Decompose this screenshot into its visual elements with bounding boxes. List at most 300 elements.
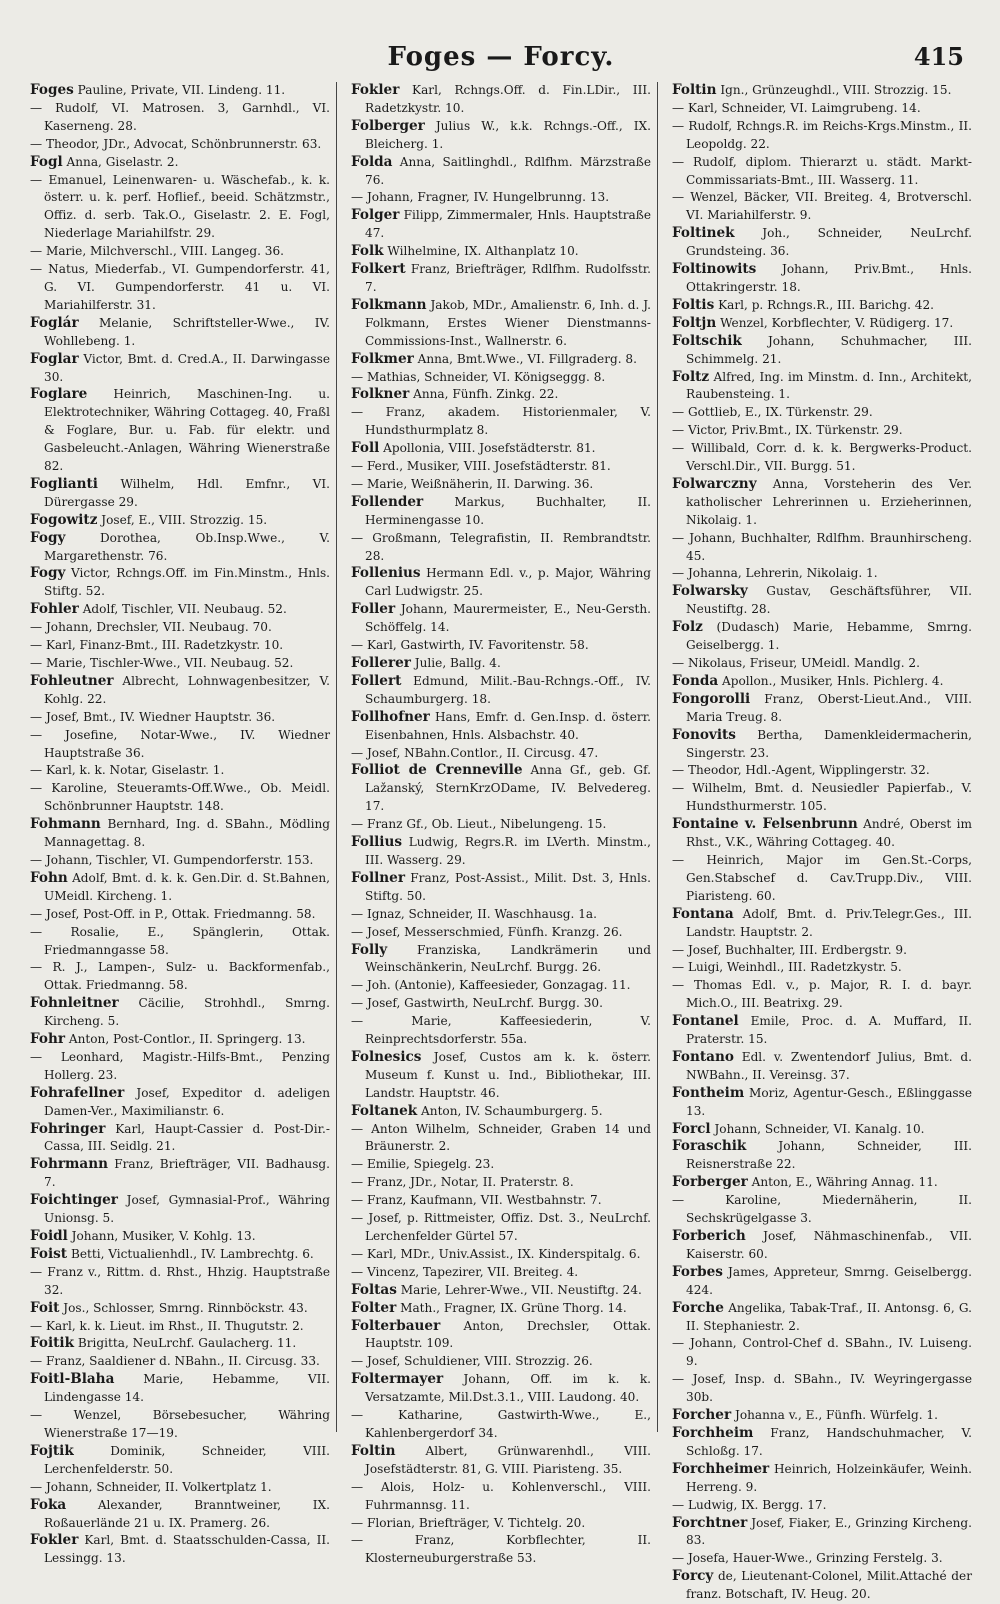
entry-details: Wenzel, Korbflechter, V. Rüdigerg. 17.	[720, 315, 954, 330]
entry-details: Karl, p. Rchngs.R., III. Barichg. 42.	[718, 297, 935, 312]
directory-entry	[351, 906, 651, 924]
page-number: 415	[913, 42, 964, 71]
entry-details: Victor, Bmt. d. Cred.A., II. Darwingasse 30.	[44, 351, 330, 384]
directory-entry	[351, 1210, 651, 1246]
entry-details: — Franz, Saaldiener d. NBahn., II. Circusg. 33.	[30, 1354, 320, 1369]
entry-details: Edmund, Milit.-Bau-Rchngs.-Off., IV. Schaumburgerg. 18.	[365, 673, 651, 706]
entry-details: — Josef, Insp. d. SBahn., IV. Weyringergasse 30b.	[672, 1372, 972, 1405]
directory-entry	[672, 261, 972, 297]
directory-entry	[30, 601, 330, 619]
directory-entry	[30, 565, 330, 601]
entry-details: — Gottlieb, E., IX. Türkenstr. 29.	[672, 405, 873, 420]
directory-entry	[351, 243, 651, 261]
entry-surname: Foka	[30, 1496, 67, 1513]
entry-surname: Folly	[351, 941, 388, 958]
entry-details: — Marie, Tischler-Wwe., VII. Neubaug. 52.	[30, 656, 294, 670]
entry-surname: Foltanek	[351, 1102, 418, 1119]
entry-surname: Folwarsky	[672, 583, 748, 600]
directory-entry	[351, 977, 651, 995]
entry-surname: Foltin	[672, 82, 717, 98]
directory-entry	[672, 476, 972, 530]
directory-entry	[30, 261, 330, 315]
directory-entry	[30, 1156, 330, 1192]
directory-entry	[672, 1121, 972, 1139]
directory-entry	[30, 1192, 330, 1228]
entry-details: — Emilie, Spiegelg. 23.	[351, 1157, 495, 1172]
entry-surname: Fontheim	[672, 1084, 745, 1101]
directory-entry	[672, 422, 972, 440]
entry-details: — Josef, Gastwirth, NeuLrchf. Burgg. 30.	[351, 996, 603, 1011]
entry-details: Marie, Lehrer-Wwe., VII. Neustiftg. 24.	[400, 1282, 642, 1297]
directory-entry	[351, 995, 651, 1013]
entry-details: Johann, Off. im k. k. Versatzamte, Mil.Dst.3.1., VIII. Laudong. 40.	[365, 1372, 651, 1405]
entry-surname: Fongorolli	[672, 690, 751, 707]
entry-details: Cäcilie, Strohhdl., Smrng. Kircheng. 5.	[44, 996, 330, 1029]
entry-surname: Fontaine v. Felsenbrunn	[672, 816, 858, 833]
entry-surname: Follender	[351, 493, 424, 510]
directory-entry	[351, 673, 651, 709]
entry-surname: Folda	[351, 153, 393, 170]
directory-entry	[672, 1515, 972, 1551]
directory-entry	[672, 565, 972, 583]
entry-details: — Josef, Buchhalter, III. Erdbergstr. 9.	[672, 942, 907, 957]
directory-entry	[672, 1228, 972, 1264]
directory-entry	[30, 386, 330, 476]
directory-entry	[30, 1318, 330, 1336]
entry-details: — Luigi, Weinhdl., III. Radetzkystr. 5.	[672, 960, 902, 975]
entry-details: Anna, Fünfh. Zinkg. 22.	[413, 387, 559, 402]
entry-details: — Franz, Korbflechter, II. Klosterneuburgerstraße 53.	[351, 1533, 651, 1566]
entry-details: Edl. v. Zwentendorf Julius, Bmt. d. NWBahn., II. Vereinsg. 37.	[686, 1049, 972, 1082]
entry-details: Wilhelm, Hdl. Emfnr., VI. Dürergasse 29.	[44, 476, 330, 509]
entry-surname: Foitik	[30, 1335, 75, 1352]
entry-details: Hans, Emfr. d. Gen.Insp. d. österr. Eisenbahnen, Hnls. Alsbachstr. 40.	[365, 709, 651, 742]
entry-surname: Folwarczny	[672, 475, 757, 492]
directory-entry	[30, 476, 330, 512]
directory-entry	[351, 1049, 651, 1103]
entry-surname: Follhofner	[351, 708, 430, 725]
directory-entry	[30, 1532, 330, 1568]
entry-surname: Forchheim	[672, 1424, 754, 1441]
entry-details: — Karl, k. k. Notar, Giselastr. 1.	[30, 763, 225, 778]
directory-entry	[30, 82, 330, 100]
entry-details: Julie, Ballg. 4.	[414, 656, 501, 670]
directory-entry	[351, 655, 651, 673]
directory-entry	[30, 1246, 330, 1264]
entry-details: — Theodor, Hdl.-Agent, Wipplingerstr. 32.	[672, 763, 930, 778]
directory-entry	[30, 136, 330, 154]
entry-details: Anton, IV. Schaumburgerg. 5.	[421, 1103, 603, 1118]
entry-details: — Leonhard, Magistr.-Hilfs-Bmt., Penzing Hollerg. 23.	[30, 1049, 330, 1082]
entry-details: — Rosalie, E., Spänglerin, Ottak. Friedmanngasse 58.	[30, 924, 330, 957]
entry-details: Heinrich, Maschinen-Ing. u. Elektrotechniker, Währing Cottageg. 40, Fraßl & Foglare, Bur. u. Fab. für elektr. und Gasbeleucht.-Anlagen, Währing Wienerstraße 82.	[44, 387, 330, 474]
directory-entry	[351, 601, 651, 637]
entry-surname: Forche	[672, 1299, 724, 1316]
directory-entry	[30, 351, 330, 387]
entry-details: — Franz, akadem. Historienmaler, V. Hundsthurmplatz 8.	[351, 405, 651, 438]
entry-details: — Franz Gf., Ob. Lieut., Nibelungeng. 15.	[351, 817, 607, 832]
entry-surname: Foglare	[30, 386, 88, 403]
entry-details: — Rudolf, VI. Matrosen. 3, Garnhdl., VI. Kaserneng. 28.	[30, 100, 330, 133]
entry-details: Josef, E., VIII. Strozzig. 15.	[101, 512, 268, 527]
entry-surname: Foges	[30, 82, 74, 98]
entry-details: Johann, Schneider, III. Reisnerstraße 22.	[686, 1139, 972, 1172]
directory-entry	[672, 1335, 972, 1371]
directory-entry	[672, 977, 972, 1013]
directory-entry	[672, 816, 972, 852]
entry-details: Anton, Post-Contlor., II. Springerg. 13.	[68, 1032, 306, 1047]
directory-entry	[672, 154, 972, 190]
entry-details: — Josef, NBahn.Contlor., II. Circusg. 47.	[351, 745, 599, 760]
directory-entry	[351, 1103, 651, 1121]
entry-details: — Johann, Fragner, IV. Hungelbrunng. 13.	[351, 190, 610, 205]
entry-details: — Karl, Finanz-Bmt., III. Radetzkystr. 10.	[30, 638, 284, 653]
entry-details: — Johanna, Lehrerin, Nikolaig. 1.	[672, 566, 878, 581]
entry-surname: Folkmann	[351, 296, 427, 313]
directory-entry	[351, 154, 651, 190]
entry-details: Math., Fragner, IX. Grüne Thorg. 14.	[400, 1300, 627, 1315]
entry-details: Apollon., Musiker, Hnls. Pichlerg. 4.	[722, 673, 944, 688]
entry-details: Markus, Buchhalter, II. Herminengasse 10.	[365, 494, 651, 527]
entry-details: Anna, Bmt.Wwe., VI. Fillgraderg. 8.	[417, 351, 637, 366]
directory-entry	[351, 1318, 651, 1354]
directory-entry	[30, 1497, 330, 1533]
entry-details: Franz, Oberst-Lieut.And., VIII. Maria Treug. 8.	[686, 691, 972, 724]
entry-details: Josef, Custos am k. k. österr. Museum f. Kunst u. Ind., Bibliothekar, III. Landstr. Hauptstr. 46.	[365, 1049, 651, 1100]
entry-surname: Forcher	[672, 1407, 732, 1424]
entry-details: Josef, Gymnasial-Prof., Währing Unionsg. 5.	[44, 1193, 330, 1226]
entry-details: — Vincenz, Tapezirer, VII. Breiteg. 4.	[351, 1264, 579, 1279]
entry-details: — Karl, k. k. Lieut. im Rhst., II. Thugutstr. 2.	[30, 1318, 304, 1333]
entry-details: Julius W., k.k. Rchngs.-Off., IX. Bleicherg. 1.	[365, 118, 651, 151]
entry-surname: Foglár	[30, 314, 79, 331]
entry-details: — Wenzel, Börsebesucher, Währing Wienerstraße 17—19.	[30, 1408, 330, 1440]
entry-surname: Fontano	[672, 1048, 734, 1065]
entry-surname: Fogl	[30, 153, 63, 170]
entry-details: Betti, Victualienhdl., IV. Lambrechtg. 6.	[70, 1246, 314, 1261]
entry-details: Albrecht, Lohnwagenbesitzer, V. Kohlg. 22.	[44, 673, 330, 706]
directory-entry	[672, 225, 972, 261]
entry-surname: Fogy	[30, 565, 66, 582]
entry-details: Karl, Bmt. d. Staatsschulden-Cassa, II. Lessingg. 13.	[44, 1533, 330, 1566]
directory-entry	[30, 637, 330, 655]
entry-surname: Folter	[351, 1299, 397, 1316]
entry-details: Anton, E., Währing Annag. 11.	[751, 1175, 938, 1190]
entry-surname: Fohmann	[30, 816, 101, 833]
directory-entry	[672, 583, 972, 619]
entry-details: Heinrich, Holzeinkäufer, Weinh. Herreng. 9.	[686, 1461, 972, 1494]
entry-details: Emile, Proc. d. A. Muffard, II. Praterstr. 15.	[686, 1014, 972, 1047]
directory-entry	[30, 1300, 330, 1318]
directory-entry	[30, 172, 330, 244]
entry-surname: Foit	[30, 1299, 60, 1316]
entry-details: — Theodor, JDr., Advocat, Schönbrunnerstr. 63.	[30, 136, 322, 151]
entry-surname: Fohrafellner	[30, 1084, 125, 1101]
entry-details: — Franz v., Rittm. d. Rhst., Hhzig. Hauptstraße 32.	[30, 1264, 330, 1297]
directory-entry	[30, 709, 330, 727]
entry-details: Anna, Saitlinghdl., Rdlfhm. Märzstraße 76.	[365, 154, 651, 187]
entry-details: Filipp, Zimmermaler, Hnls. Hauptstraße 47.	[365, 208, 651, 241]
entry-details: Karl, Haupt-Cassier d. Post-Dir.-Cassa, III. Seidlg. 21.	[44, 1121, 330, 1154]
entry-surname: Folberger	[351, 117, 425, 134]
entry-surname: Folliot de Crenneville	[351, 762, 523, 779]
entry-details: — Josefa, Hauer-Wwe., Grinzing Ferstelg. 3.	[672, 1551, 943, 1566]
entry-details: Adolf, Tischler, VII. Neubaug. 52.	[82, 602, 287, 617]
entry-details: (Dudasch) Marie, Hebamme, Smrng. Geiselbergg. 1.	[686, 620, 972, 653]
directory-entry	[351, 440, 651, 458]
entry-surname: Foltjn	[672, 314, 717, 331]
directory-entry	[30, 1031, 330, 1049]
entry-details: Johann, Priv.Bmt., Hnls. Ottakringerstr. 18.	[686, 262, 972, 294]
directory-entry	[672, 1174, 972, 1192]
directory-entry	[30, 1479, 330, 1497]
entry-surname: Foichtinger	[30, 1192, 118, 1209]
directory-entry	[30, 655, 330, 673]
directory-entry	[351, 476, 651, 494]
entry-details: — Josef, p. Rittmeister, Offiz. Dst. 3., NeuLrchf. Lerchenfelder Gürtel 57.	[351, 1211, 651, 1243]
entry-details: Alfred, Ing. im Minstm. d. Inn., Architekt, Raubensteing. 1.	[686, 369, 972, 402]
directory-entry	[351, 1156, 651, 1174]
entry-surname: Fogy	[30, 529, 66, 546]
entry-details: — Josef, Bmt., IV. Wiedner Hauptstr. 36.	[30, 709, 276, 724]
directory-entry	[672, 691, 972, 727]
directory-entry	[351, 1246, 651, 1264]
entry-surname: Foltin	[351, 1442, 396, 1459]
entry-surname: Foglianti	[30, 475, 98, 492]
directory-entry	[30, 870, 330, 906]
directory-entry	[351, 458, 651, 476]
entry-surname: Follenius	[351, 565, 421, 582]
column-1	[30, 82, 337, 1566]
directory-entry	[30, 816, 330, 852]
entry-details: — Josef, Schuldiener, VIII. Strozzig. 26.	[351, 1354, 593, 1369]
directory-entry	[672, 1300, 972, 1336]
entry-details: — Rudolf, diplom. Thierarzt u. städt. Markt-Commissariats-Bmt., III. Wasserg. 11.	[672, 154, 972, 187]
entry-surname: Fonda	[672, 672, 719, 689]
directory-entry	[351, 1443, 651, 1479]
entry-details: — Großmann, Telegrafistin, II. Rembrandtstr. 28.	[351, 530, 651, 563]
entry-details: Marie, Hebamme, VII. Lindengasse 14.	[44, 1372, 330, 1405]
entry-details: Hermann Edl. v., p. Major, Währing Carl Ludwigstr. 25.	[365, 566, 651, 599]
directory-entry	[672, 118, 972, 154]
entry-details: — Wilhelm, Bmt. d. Neusiedler Papierfab., V. Hundsthurmerstr. 105.	[672, 781, 972, 814]
entry-details: — Marie, Milchverschl., VIII. Langeg. 36.	[30, 244, 284, 259]
entry-surname: Foglar	[30, 350, 79, 367]
entry-details: — Marie, Weißnäherin, II. Darwing. 36.	[351, 476, 594, 491]
entry-surname: Fojtik	[30, 1442, 74, 1459]
directory-entry	[672, 1085, 972, 1121]
directory-entry	[672, 297, 972, 315]
directory-entry	[30, 530, 330, 566]
entry-surname: Fohnleitner	[30, 995, 119, 1012]
entry-surname: Fontanel	[672, 1013, 739, 1030]
directory-entry	[30, 243, 330, 261]
entry-details: Anton, Drechsler, Ottak. Hauptstr. 109.	[365, 1318, 651, 1351]
directory-entry	[672, 100, 972, 118]
entry-details: Josef, Nähmaschinenfab., VII. Kaiserstr. 60.	[686, 1229, 972, 1261]
entry-details: Wilhelmine, IX. Althanplatz 10.	[387, 244, 579, 259]
directory-entry	[30, 1264, 330, 1300]
entry-details: Gustav, Geschäftsführer, VII. Neustiftg. 28.	[686, 584, 972, 617]
directory-entry	[351, 709, 651, 745]
entry-details: — Wenzel, Bäcker, VII. Breiteg. 4, Brotverschl. VI. Mariahilferstr. 9.	[672, 190, 972, 223]
directory-entry	[30, 1443, 330, 1479]
directory-entry	[351, 82, 651, 118]
directory-entry	[30, 1371, 330, 1407]
entry-surname: Fohler	[30, 601, 79, 618]
entry-surname: Forcy	[672, 1568, 714, 1585]
entry-details: — Willibald, Corr. d. k. k. Bergwerks-Product. Verschl.Dir., VII. Burgg. 51.	[672, 441, 972, 474]
entry-details: Johanna v., E., Fünfh. Würfelg. 1.	[734, 1408, 938, 1423]
entry-surname: Foltis	[672, 296, 715, 313]
entry-surname: Fokler	[30, 1532, 79, 1549]
directory-entry	[351, 565, 651, 601]
entry-surname: Fohn	[30, 869, 68, 886]
entry-surname: Forchheimer	[672, 1460, 770, 1477]
entry-surname: Foltschik	[672, 332, 742, 349]
entry-surname: Folnesics	[351, 1048, 422, 1065]
entry-surname: Foltermayer	[351, 1371, 444, 1388]
directory-entry	[672, 1192, 972, 1228]
entry-details: — Rudolf, Rchngs.R. im Reichs-Krgs.Minstm., II. Leopoldg. 22.	[672, 118, 972, 151]
directory-entry	[30, 1121, 330, 1157]
directory-entry	[30, 619, 330, 637]
directory-entry	[351, 118, 651, 154]
entry-details: Franz, Briefträger, VII. Badhausg. 7.	[44, 1157, 330, 1190]
directory-entry	[672, 673, 972, 691]
entry-details: — Johann, Buchhalter, Rdlfhm. Braunhirscheng. 45.	[672, 530, 972, 563]
entry-details: — Emanuel, Leinenwaren- u. Wäschefab., k. k. österr. u. k. perf. Hoflief., beeid. Schätzmstr., Offiz. d. serb. Tak.O., Giselastr. 2. E. Fogl, Niederlage Mariahilfstr. 29.	[30, 172, 330, 241]
directory-entry	[30, 1335, 330, 1353]
entry-details: — Johann, Drechsler, VII. Neubaug. 70.	[30, 620, 272, 635]
directory-entry	[30, 512, 330, 530]
directory-entry	[30, 906, 330, 924]
directory-entry	[351, 1013, 651, 1049]
directory-entry	[672, 1049, 972, 1085]
directory-entry	[351, 1174, 651, 1192]
entry-details: — Heinrich, Major im Gen.St.-Corps, Gen.Stabschef d. Cav.Trupp.Div., VIII. Piaristeng. 60.	[672, 852, 972, 903]
directory-entry	[30, 1228, 330, 1246]
entry-details: de, Lieutenant-Colonel, Milit.Attaché der franz. Botschaft, IV. Heug. 20.	[686, 1569, 972, 1602]
entry-details: Moriz, Agentur-Gesch., Eßlinggasse 13.	[686, 1085, 972, 1118]
entry-details: Josef, Fiaker, E., Grinzing Kircheng. 83.	[686, 1515, 972, 1548]
directory-entry	[672, 1013, 972, 1049]
entry-surname: Foltz	[672, 368, 710, 385]
entry-details: — Johann, Control-Chef d. SBahn., IV. Luiseng. 9.	[672, 1336, 972, 1369]
directory-entry	[30, 673, 330, 709]
directory-entry	[351, 1121, 651, 1157]
directory-entry	[351, 924, 651, 942]
entry-details: Franz, Post-Assist., Milit. Dst. 3, Hnls. Stiftg. 50.	[365, 870, 651, 903]
entry-details: Johann, Schuhmacher, III. Schimmelg. 21.	[686, 333, 972, 366]
directory-entry	[351, 1300, 651, 1318]
directory-entry	[30, 959, 330, 995]
entry-details: Albert, Grünwarenhdl., VIII. Josefstädterstr. 81, G. VIII. Piaristeng. 35.	[365, 1443, 651, 1476]
entry-surname: Fokler	[351, 82, 400, 98]
entry-surname: Foltinek	[672, 225, 735, 242]
entry-details: André, Oberst im Rhst., V.K., Währing Cottageg. 40.	[686, 817, 972, 850]
directory-entry	[30, 154, 330, 172]
directory-entry	[672, 655, 972, 673]
entry-details: — Karoline, Miedernäherin, II. Sechskrügelgasse 3.	[672, 1193, 972, 1226]
entry-surname: Folkmer	[351, 350, 414, 367]
entry-details: Pauline, Private, VII. Lindeng. 11.	[77, 83, 286, 97]
directory-entry	[30, 100, 330, 136]
directory-entry	[351, 834, 651, 870]
directory-entry	[351, 530, 651, 566]
entry-details: — Josef, Post-Off. in P., Ottak. Friedmanng. 58.	[30, 906, 316, 921]
entry-details: — Marie, Kaffeesiederin, V. Reinprechtsdorferstr. 55a.	[351, 1014, 651, 1047]
entry-details: — Josefine, Notar-Wwe., IV. Wiedner Hauptstraße 36.	[30, 727, 330, 760]
directory-entry	[672, 82, 972, 100]
entry-details: Brigitta, NeuLrchf. Gaulacherg. 11.	[77, 1336, 297, 1351]
entry-details: Josef, Expeditor d. adeligen Damen-Ver., Maximilianstr. 6.	[44, 1085, 330, 1118]
entry-details: Franziska, Landkrämerin und Weinschänkerin, NeuLrchf. Burgg. 26.	[365, 942, 651, 975]
entry-details: — Karl, Schneider, VI. Laimgrubeng. 14.	[672, 100, 921, 115]
entry-details: Joh., Schneider, NeuLrchf. Grundsteing. 36.	[686, 226, 972, 259]
page-header	[30, 38, 972, 78]
entry-details: — Ludwig, IX. Bergg. 17.	[672, 1497, 827, 1512]
directory-entry	[672, 1461, 972, 1497]
entry-surname: Foist	[30, 1245, 68, 1262]
entry-details: — Ferd., Musiker, VIII. Josefstädterstr. 81.	[351, 459, 611, 474]
entry-details: — Florian, Briefträger, V. Tichtelg. 20.	[351, 1515, 586, 1530]
entry-details: — Ignaz, Schneider, II. Waschhausg. 1a.	[351, 906, 597, 921]
directory-entry	[351, 816, 651, 834]
entry-details: — Karl, Gastwirth, IV. Favoritenstr. 58.	[351, 638, 589, 653]
directory-entry	[351, 189, 651, 207]
directory-entry	[672, 440, 972, 476]
entry-details: Jakob, MDr., Amalienstr. 6, Inh. d. J. Folkmann, Erstes Wiener Dienstmanns-Commissions-Inst., Wallnerstr. 6.	[365, 297, 651, 348]
directory-entry	[351, 1192, 651, 1210]
directory-entry	[30, 924, 330, 960]
entry-surname: Foitl-Blaha	[30, 1371, 115, 1388]
entry-details: — Franz, JDr., Notar, II. Praterstr. 8.	[351, 1175, 574, 1190]
directory-entry	[351, 762, 651, 816]
directory-entry	[351, 351, 651, 369]
column-2	[351, 82, 658, 1566]
entry-surname: Foltinowits	[672, 261, 757, 278]
directory-entry	[30, 727, 330, 763]
entry-surname: Fontana	[672, 905, 734, 922]
directory-entry	[351, 1532, 651, 1568]
entry-surname: Folterbauer	[351, 1317, 441, 1334]
entry-surname: Forchtner	[672, 1514, 748, 1531]
directory-entry	[351, 261, 651, 297]
entry-details: Apollonia, VIII. Josefstädterstr. 81.	[383, 441, 596, 456]
directory-entry	[351, 1353, 651, 1371]
entry-surname: Fohringer	[30, 1120, 106, 1137]
entry-surname: Foltas	[351, 1281, 397, 1298]
directory-entry	[351, 1282, 651, 1300]
entry-details: — Victor, Priv.Bmt., IX. Türkenstr. 29.	[672, 423, 903, 438]
entry-surname: Forberich	[672, 1228, 746, 1244]
entry-details: Johann, Schneider, VI. Kanalg. 10.	[714, 1121, 925, 1136]
entry-surname: Folkner	[351, 386, 410, 403]
entry-details: Johann, Musiker, V. Kohlg. 13.	[71, 1229, 256, 1243]
entry-details: Jos., Schlosser, Smrng. Rinnböckstr. 43.	[63, 1300, 308, 1315]
directory-entry	[672, 959, 972, 977]
directory-entry	[351, 1479, 651, 1515]
directory-entry	[30, 780, 330, 816]
entry-details: — Nikolaus, Friseur, UMeidl. Mandlg. 2.	[672, 656, 920, 670]
directory-entry	[672, 727, 972, 763]
directory-entry	[672, 1371, 972, 1407]
entry-details: Melanie, Schriftsteller-Wwe., IV. Wohllebeng. 1.	[44, 315, 330, 348]
entry-details: Franz, Briefträger, Rdlfhm. Rudolfsstr. 7.	[365, 262, 651, 294]
entry-details: Alexander, Branntweiner, IX. Roßauerlände 21 u. IX. Pramerg. 26.	[44, 1497, 330, 1530]
directory-entry	[30, 762, 330, 780]
